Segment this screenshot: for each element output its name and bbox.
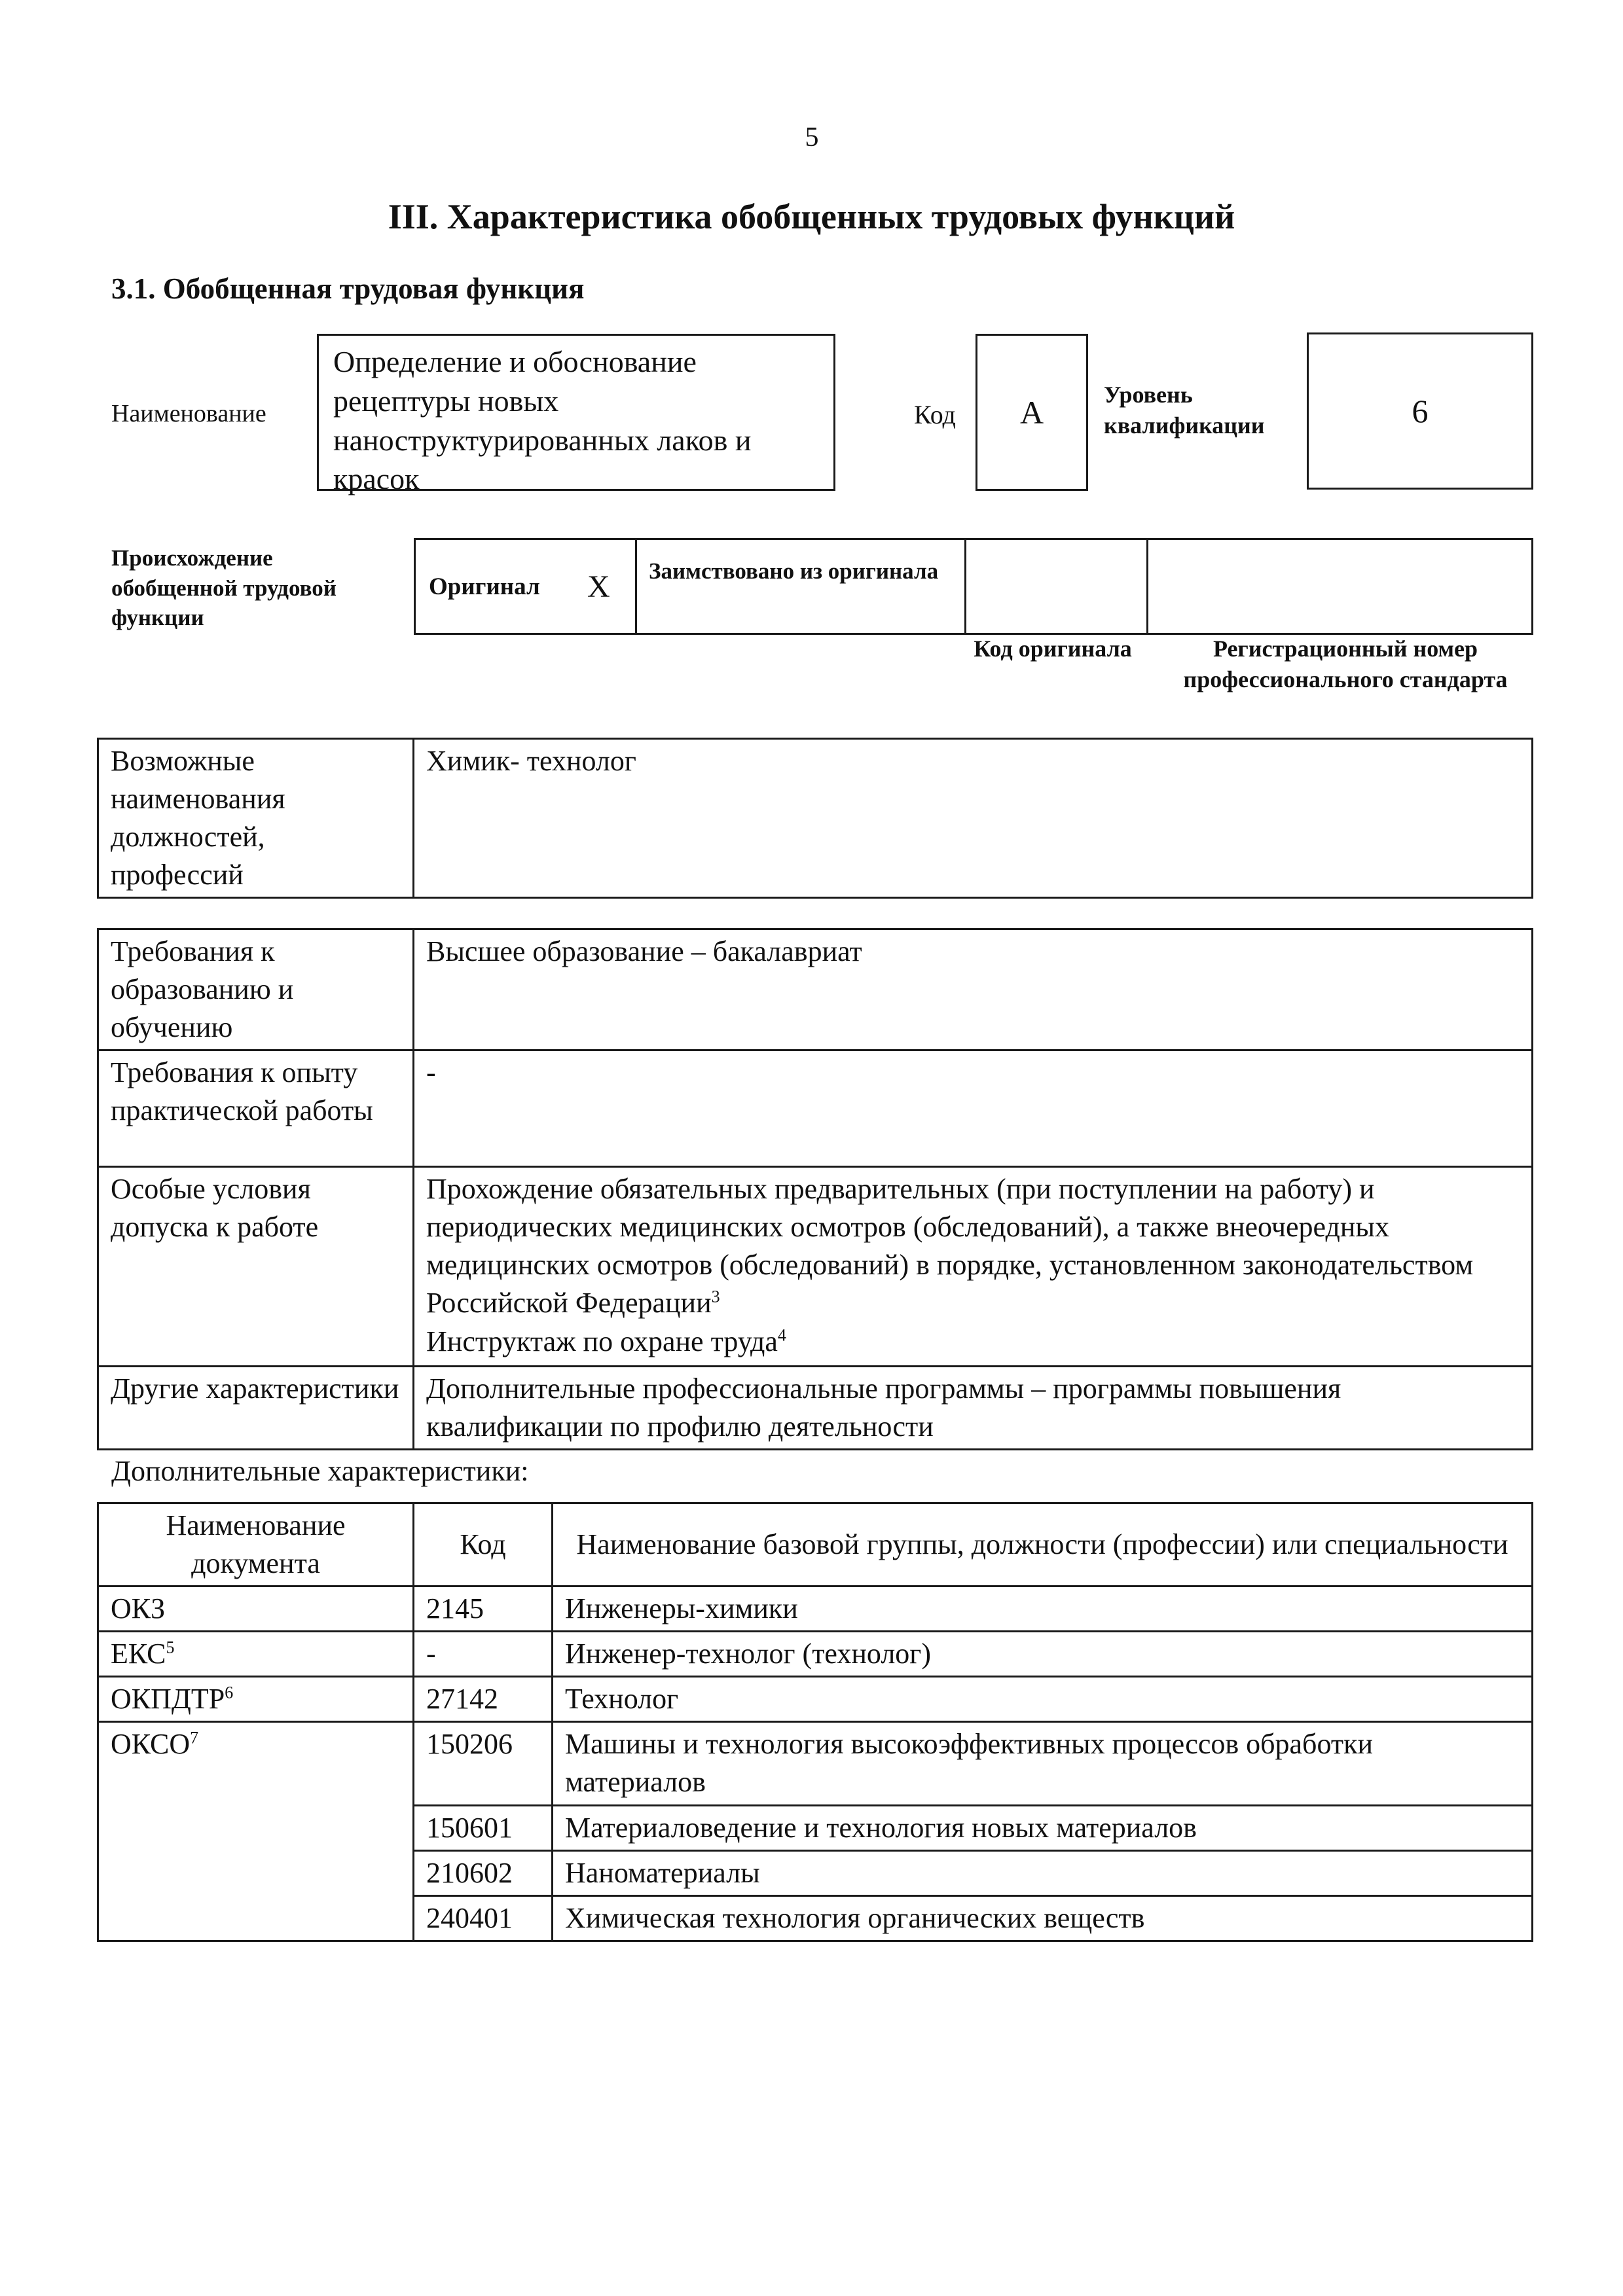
reg-number-caption: Регистрационный номер профессионального стандарта: [1183, 636, 1508, 692]
req-admission-line-2: Инструктаж по охране труда: [426, 1325, 778, 1357]
positions-value: Химик- технолог: [414, 739, 1533, 898]
page-number: 5: [805, 122, 819, 152]
row-name: Технолог: [553, 1677, 1533, 1722]
additional-table: [97, 1502, 1533, 1942]
req-education-value: Высшее образование – бакалавриат: [414, 929, 1533, 1050]
positions-table: [97, 738, 1533, 899]
table-row: [98, 1632, 1533, 1677]
table-row: [98, 1587, 1533, 1632]
header-name: Наименование базовой группы, должности (профессии) или специальности: [553, 1503, 1533, 1587]
row-code: -: [414, 1632, 553, 1677]
row-code: 150206: [414, 1722, 553, 1805]
req-experience-value: -: [414, 1050, 1533, 1167]
row-name: Химическая технология органических веществ: [553, 1895, 1533, 1941]
level-value: 6: [1412, 393, 1429, 429]
req-other-label: Другие характеристики: [98, 1367, 414, 1450]
row-code: 240401: [414, 1895, 553, 1941]
row-code: 210602: [414, 1850, 553, 1895]
origin-box: [414, 538, 1533, 635]
level-label: Уровень квалификации: [1104, 382, 1265, 439]
row-document: ОКЗ: [98, 1587, 414, 1632]
footnote-3: 3: [711, 1287, 720, 1306]
code-original-caption: Код оригинала: [974, 636, 1132, 662]
table-row: [98, 1722, 1533, 1805]
row-name: Машины и технология высокоэффективных процессов обработки материалов: [553, 1722, 1533, 1805]
additional-title: Дополнительные характеристики:: [111, 1455, 529, 1487]
row-code: 2145: [414, 1587, 553, 1632]
original-label: Оригинал: [429, 573, 540, 600]
header-document: Наименование документа: [98, 1503, 414, 1587]
name-box: [317, 334, 835, 496]
row-name: Инженер-технолог (технолог): [553, 1632, 1533, 1677]
name-label: Наименование: [111, 400, 266, 427]
level-box: [1307, 332, 1533, 490]
code-box: [976, 334, 1088, 491]
header-code: Код: [414, 1503, 553, 1587]
requirements-table: [97, 928, 1533, 1450]
req-admission-label: Особые условия допуска к работе: [98, 1167, 414, 1367]
req-admission-line-1: Прохождение обязательных предварительных (при поступлении на работу) и периодических медицинских осмотров (обследований), а также внеочередных медицинских осмотров (обследований) в порядке, установленном законодательством Российской Федерации: [426, 1173, 1474, 1319]
row-document: ЕКС$^5$: [98, 1632, 414, 1677]
section-title: III. Характеристика обобщенных трудовых функций: [388, 197, 1235, 236]
req-education-label: Требования к образованию и обучению: [98, 929, 414, 1050]
req-experience-label: Требования к опыту практической работы: [98, 1050, 414, 1167]
function-name: Определение и обоснование рецептуры новых наноструктурированных лаков и красок: [333, 345, 752, 496]
row-name: Инженеры-химики: [553, 1587, 1533, 1632]
code-value: А: [1019, 394, 1044, 431]
subsection-title: 3.1. Обобщенная трудовая функция: [111, 272, 585, 305]
borrowed-label: Заимствовано из оригинала: [649, 558, 939, 584]
footnote-4: 4: [777, 1325, 786, 1344]
original-mark: Х: [587, 569, 610, 604]
code-label: Код: [914, 400, 956, 429]
req-admission-value: [414, 1167, 1533, 1367]
table-row: [98, 1677, 1533, 1722]
req-other-value: Дополнительные профессиональные программы – программы повышения квалификации по профилю деятельности: [414, 1367, 1533, 1450]
row-code: 27142: [414, 1677, 553, 1722]
row-code: 150601: [414, 1805, 553, 1850]
row-name: Наноматериалы: [553, 1850, 1533, 1895]
origin-label: Происхождение обобщенной трудовой функции: [111, 545, 337, 630]
row-document: ОКПДТР$^6$: [98, 1677, 414, 1722]
positions-label: Возможные наименования должностей, профессий: [98, 739, 414, 898]
row-name: Материаловедение и технология новых материалов: [553, 1805, 1533, 1850]
row-document: ОКСО$^7$: [98, 1722, 414, 1941]
